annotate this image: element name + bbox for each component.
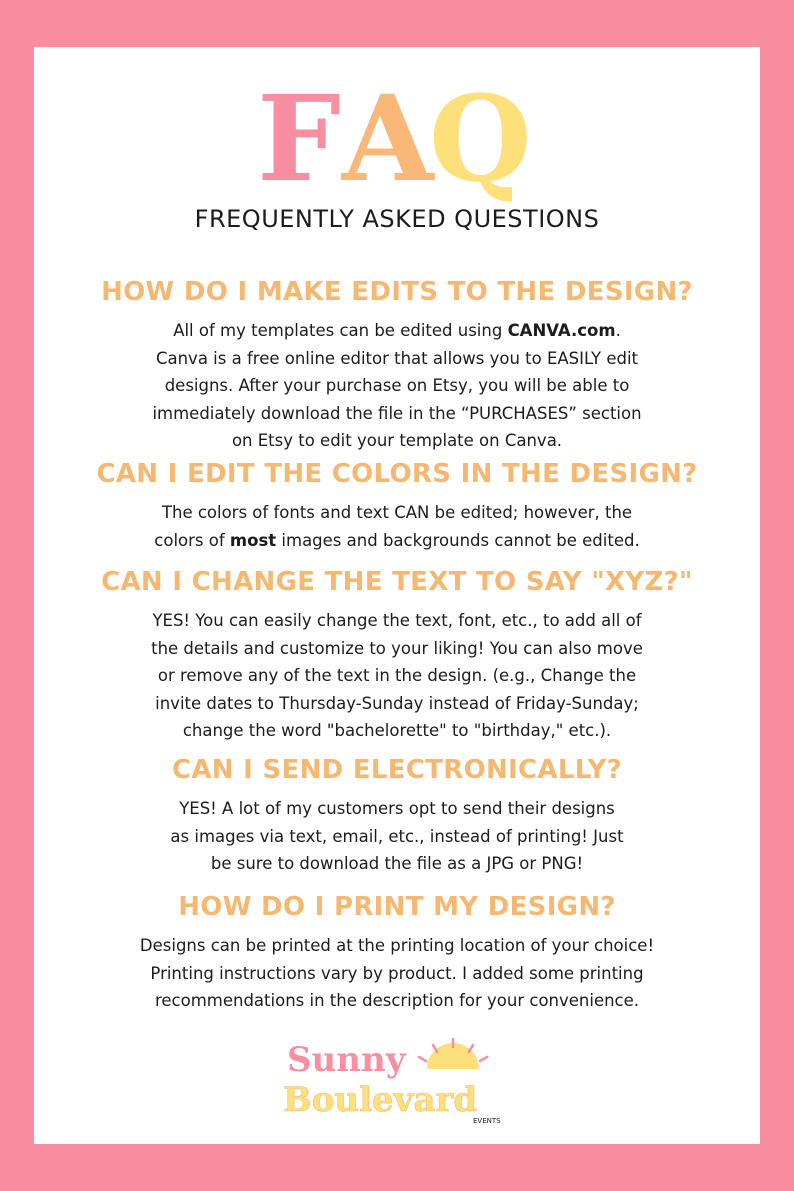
logo-word-sunny: Sunny	[287, 1040, 406, 1080]
faq-answer	[34, 795, 760, 878]
answer-line	[34, 717, 760, 745]
answer-text: change the word "bachelorette" to "birthday," etc.).	[182, 721, 612, 740]
answer-line	[34, 823, 760, 851]
answer-line	[34, 400, 760, 428]
faq-question: CAN I SEND ELECTRONICALLY?	[171, 755, 623, 785]
sun-icon	[419, 1039, 487, 1069]
page-subtitle: FREQUENTLY ASKED QUESTIONS	[194, 205, 600, 233]
answer-line	[34, 635, 760, 663]
faq-heading	[34, 75, 760, 205]
answer-line	[34, 317, 760, 345]
answer-line	[34, 499, 760, 527]
answer-text: YES! You can easily change the text, font, etc., to add all of	[152, 611, 642, 630]
answer-text: All of my templates can be edited using	[173, 321, 508, 340]
faq-answer	[34, 317, 760, 455]
answer-text: colors of	[154, 530, 230, 550]
logo-events-tag: EVENTS	[473, 1117, 501, 1125]
answer-line	[34, 427, 760, 455]
answer-text: .	[615, 321, 621, 340]
answer-line	[34, 345, 760, 373]
answer-line	[34, 932, 760, 960]
answer-emphasis: CANVA.com	[507, 321, 616, 340]
answer-text: the details and customize to your liking! You can also move	[151, 638, 643, 658]
faq-answer	[34, 932, 760, 1015]
answer-line	[34, 690, 760, 718]
faq-item	[34, 565, 760, 745]
faq-question: HOW DO I PRINT MY DESIGN?	[178, 892, 616, 922]
logo-graphic	[277, 1037, 517, 1127]
faq-item	[34, 753, 760, 878]
answer-line	[34, 527, 760, 555]
answer-line	[34, 795, 760, 823]
answer-line	[34, 987, 760, 1015]
answer-line	[34, 850, 760, 878]
answer-line	[34, 372, 760, 400]
answer-text: The colors of fonts and text CAN be edited; however, the	[161, 503, 633, 522]
faq-item	[34, 890, 760, 1015]
answer-text: recommendations in the description for your convenience.	[154, 991, 640, 1010]
faq-item	[34, 275, 760, 455]
faq-question: HOW DO I MAKE EDITS TO THE DESIGN?	[101, 277, 693, 307]
answer-text: invite dates to Thursday-Sunday instead of Friday-Sunday;	[155, 693, 639, 713]
answer-line	[34, 607, 760, 635]
answer-text: Designs can be printed at the printing location of your choice!	[139, 936, 655, 955]
answer-text: on Etsy to edit your template on Canva.	[231, 431, 563, 450]
answer-text: designs. After your purchase on Etsy, you will be able to	[164, 376, 630, 395]
sunny-boulevard-logo	[34, 1037, 760, 1127]
answer-line	[34, 960, 760, 988]
answer-emphasis: most	[229, 530, 277, 550]
logo-word-boulevard: Boulevard	[283, 1080, 478, 1120]
faq-question: CAN I EDIT THE COLORS IN THE DESIGN?	[96, 459, 698, 489]
faq-letter-f: F	[257, 75, 341, 205]
faq-letter-a: A	[342, 75, 434, 205]
answer-text: be sure to download the file as a JPG or PNG!	[210, 854, 584, 873]
faq-question: CAN I CHANGE THE TEXT TO SAY "XYZ?"	[101, 567, 693, 597]
answer-text: YES! A lot of my customers opt to send their designs	[179, 799, 615, 818]
faq-item	[34, 457, 760, 554]
answer-text: Printing instructions vary by product. I added some printing	[150, 963, 644, 983]
answer-text: immediately download the file in the “PURCHASES” section	[152, 403, 642, 423]
answer-text: or remove any of the text in the design. (e.g., Change the	[157, 666, 637, 685]
answer-text: as images via text, email, etc., instead of printing! Just	[170, 826, 624, 846]
answer-line	[34, 662, 760, 690]
faq-letters-graphic	[217, 75, 577, 205]
answer-text: images and backgrounds cannot be edited.	[276, 530, 640, 550]
faq-answer	[34, 607, 760, 745]
faq-answer	[34, 499, 760, 554]
answer-text: Canva is a free online editor that allows you to EASILY edit	[155, 348, 639, 368]
faq-card	[34, 47, 760, 1144]
faq-letter-q: Q	[429, 75, 532, 205]
